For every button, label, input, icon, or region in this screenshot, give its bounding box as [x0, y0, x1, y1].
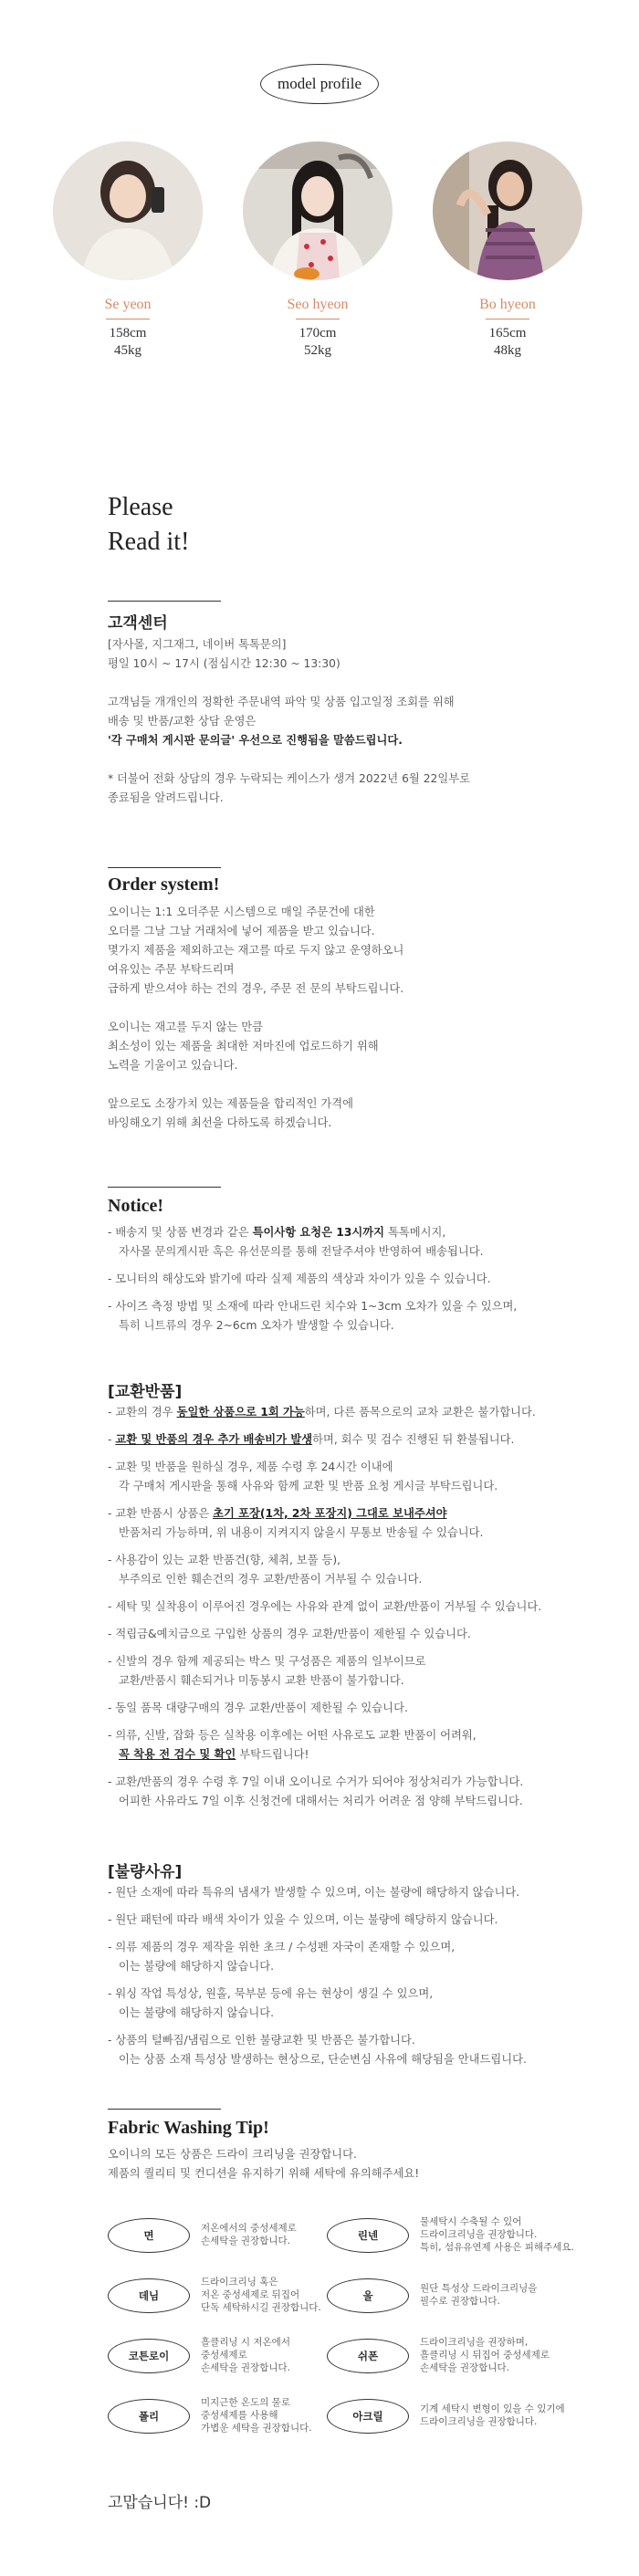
list-item: - 워싱 작업 특성상, 원홀, 묵부분 등에 유는 현상이 생길 수 있으며, 이는 불량에 해당하지 않습니다. — [108, 1987, 434, 2019]
wash-item-corduroy — [108, 2330, 336, 2381]
list-item: - 적립금&예치금으로 구입한 상품의 경우 교환/반품이 제한될 수 있습니다. — [108, 1628, 471, 1640]
notice-title: Notice! — [108, 1196, 164, 1216]
customer-center-body: [자사몰, 지그재그, 네이버 톡톡문의] 평일 10시 ~ 17시 (점심시간 12:30 ~ 13:30) 고객님들 개개인의 정확한 주문내역 파악 및 상품 입고일정 조회를 위해 배송 및 반품/교환 상담 운영은 '각 구매처 게시판 문의글' 우선으로 진행됨을 말씀드립니다. * 더불어 전화 상담의 경우 누락되는 케이스가 생겨 2022년 6월 22일부로 종료됨을 알려드립니다. — [108, 638, 470, 804]
wash-item-denim — [108, 2269, 336, 2320]
model-name: Seo hyeon — [287, 297, 349, 312]
fabric-label: 울 — [327, 2278, 409, 2313]
list-item: - 원단 소재에 따라 특유의 냄새가 발생할 수 있으며, 이는 불량에 해당하지 않습니다. — [108, 1886, 520, 1899]
model-card-bohyeon — [430, 141, 585, 360]
wash-item-wool — [327, 2269, 555, 2320]
list-item: - 교환의 경우 동일한 상품으로 1회 가능하며, 다른 품목으로의 교차 교환은 불가합니다. — [108, 1406, 536, 1419]
wash-item-cotton — [108, 2209, 336, 2260]
section-divider — [108, 867, 221, 868]
fabric-desc: 미지근한 온도의 물로 중성세제를 사용해 가볍운 세탁을 권장합니다. — [201, 2397, 312, 2434]
exchange-title: [교환반품] — [108, 1383, 183, 1401]
model-height: 170cm — [299, 326, 337, 340]
model-weight: 52kg — [304, 343, 331, 358]
fabric-label: 폴리 — [108, 2399, 190, 2434]
section-divider — [108, 2109, 221, 2110]
model-card-seohyeon — [240, 141, 395, 360]
list-item: - 의류, 신발, 잡화 등은 실착용 이후에는 어떤 사유로도 교환 반품이 어려워, 꼭 착용 전 검수 및 확인 부탁드립니다! — [108, 1729, 477, 1761]
order-system-title: Order system! — [108, 874, 220, 895]
exchange-list — [108, 1403, 601, 1819]
model-height: 165cm — [488, 326, 527, 340]
order-system-body: 오이니는 1:1 오더주문 시스템으로 매일 주문건에 대한 오더를 그날 그날 거래처에 넣어 제품을 받고 있습니다. 몇가지 제품을 제외하고는 재고를 따로 두지 않고 운영하오니 여유있는 주문 부탁드리며 급하게 받으셔야 하는 건의 경우, 주문 전 문의 부탁드립니다. 오이니는 재고를 두지 않는 만큼 최소성이 있는 제품을 최대한 저마진에 업로드하기 위해 노력을 기울이고 있습니다. 앞으로도 소장가치 있는 제품들을 합리적인 가격에 바잉해오기 위해 최선을 다하도록 하겠습니다. — [108, 906, 404, 1129]
model-profile-badge: model profile — [260, 64, 379, 104]
washing-title: Fabric Washing Tip! — [108, 2118, 269, 2138]
fabric-desc: 드라이크리닝을 권장하며, 흘클리닝 시 뒤집어 중성세제로 손세탁을 권장합니다. — [420, 2337, 550, 2373]
please-read-heading: Please Read it! — [108, 493, 190, 556]
list-item: - 모니터의 해상도와 밝기에 따라 실제 제품의 색상과 차이가 있을 수 있습니다. — [108, 1272, 491, 1285]
list-item: - 교환 반품시 상품은 초기 포장(1차, 2차 포장지) 그대로 보내주셔야 반품처리 가능하며, 위 내용이 지켜지지 않을시 무통보 반송될 수 있습니다. — [108, 1507, 484, 1539]
model-weight: 45kg — [114, 343, 141, 358]
defect-title: [불량사유] — [108, 1863, 183, 1881]
model-name: Bo hyeon — [479, 297, 536, 312]
fabric-desc: 원단 특성상 드라이크리닝을 필수로 권장합니다. — [420, 2283, 538, 2307]
list-item: - 의류 제품의 경우 제작을 위한 초크 / 수성펜 자국이 존재할 수 있으며, 이는 불량에 해당하지 않습니다. — [108, 1941, 456, 1973]
model-card-seyeon — [50, 141, 205, 360]
model-photo — [243, 141, 393, 280]
fabric-label: 아크릴 — [327, 2399, 409, 2434]
list-item: - 교환 및 반품의 경우 추가 배송비가 발생하며, 회수 및 검수 진행된 뒤 환불됩니다. — [108, 1433, 515, 1446]
fabric-desc: 물세탁시 수축될 수 있어 드라이크리닝을 권장합니다. 특히, 섬유유연제 사용은 피해주세요. — [420, 2216, 574, 2253]
model-weight: 48kg — [494, 343, 521, 358]
model-photo — [433, 141, 582, 280]
list-item: - 원단 패턴에 따라 배색 차이가 있을 수 있으며, 이는 불량에 해당하지 않습니다. — [108, 1913, 498, 1926]
model-height: 158cm — [109, 326, 147, 340]
list-item: - 교환 및 반품을 원하실 경우, 제품 수령 후 24시간 이내에 각 구매처 게시판을 통해 사유와 함께 교환 및 반품 요청 게시글 부탁드립니다. — [108, 1461, 498, 1492]
fabric-desc: 기계 세탁시 변형이 있을 수 있기에 드라이크리닝을 권장합니다. — [420, 2403, 565, 2427]
list-item: - 배송지 및 상품 변경과 같은 특이사항 요청은 13시까지 톡톡메시지, 자사몰 문의게시판 혹은 유선문의를 통해 전달주셔야 반영하여 배송됩니다. — [108, 1226, 484, 1258]
list-item: - 동일 품목 대량구매의 경우 교환/반품이 제한될 수 있습니다. — [108, 1702, 408, 1714]
list-item: - 교환/반품의 경우 수령 후 7일 이내 오이니로 수거가 되어야 정상처리가 가능합니다. 어피한 사유라도 7일 이후 신청건에 대해서는 처리가 어려운 점 양해 부탁드립니다. — [108, 1775, 524, 1807]
fabric-label: 데님 — [108, 2278, 190, 2313]
defect-list — [108, 1883, 601, 2078]
fabric-label: 코튼로이 — [108, 2339, 190, 2373]
thanks-text: 고맙습니다! :D — [108, 2494, 212, 2512]
list-item: - 세탁 및 실착용이 이루어진 경우에는 사유와 관계 없이 교환/반품이 거부될 수 있습니다. — [108, 1600, 542, 1613]
notice-list — [108, 1223, 601, 1344]
section-divider — [108, 1187, 221, 1188]
fabric-desc: 드라이크리닝 혹은 저온 중성세제로 뒤집어 단독 세탁하시길 권장합니다. — [201, 2277, 321, 2313]
section-divider — [108, 601, 221, 602]
wash-item-linen — [327, 2209, 574, 2260]
wash-item-chiffon — [327, 2330, 555, 2381]
model-photo — [53, 141, 203, 280]
customer-center-title: 고객센터 — [108, 614, 168, 633]
wash-item-poly — [108, 2390, 336, 2441]
list-item: - 사이즈 측정 방법 및 소재에 따라 안내드린 치수와 1~3cm 오차가 있을 수 있으며, 특히 니트류의 경우 2~6cm 오차가 발생할 수 있습니다. — [108, 1300, 518, 1332]
fabric-label: 면 — [108, 2218, 190, 2253]
list-item: - 상품의 털빠짐/냄림으로 인한 불량교환 및 반품은 불가합니다. 이는 상품 소재 특성상 발생하는 현상으로, 단순변심 사유에 해당됨을 안내드립니다. — [108, 2034, 527, 2066]
washing-intro: 오이니의 모든 상품은 드라이 크리닝을 권장합니다. 제품의 퀄리티 및 컨디션을 유지하기 위해 세탁에 유의해주세요! — [108, 2148, 420, 2180]
fabric-label: 쉬폰 — [327, 2339, 409, 2373]
fabric-desc: 저온에서의 중성세제로 손세탁을 권장합니다. — [201, 2223, 297, 2246]
fabric-label: 린넨 — [327, 2218, 409, 2253]
list-item: - 사용감이 있는 교환 반품건(향, 체취, 보풀 등), 부주의로 인한 훼손건의 경우 교환/반품이 거부될 수 있습니다. — [108, 1554, 423, 1586]
list-item: - 신발의 경우 함께 제공되는 박스 및 구성품은 제품의 일부이므로 교환/반품시 훼손되거나 미동봉시 교환 반품이 불가합니다. — [108, 1655, 426, 1687]
fabric-desc: 흘클리닝 시 저온에서 중성세제로 손세탁을 권장합니다. — [201, 2337, 290, 2373]
wash-item-acrylic — [327, 2390, 565, 2441]
model-name: Se yeon — [104, 297, 152, 312]
